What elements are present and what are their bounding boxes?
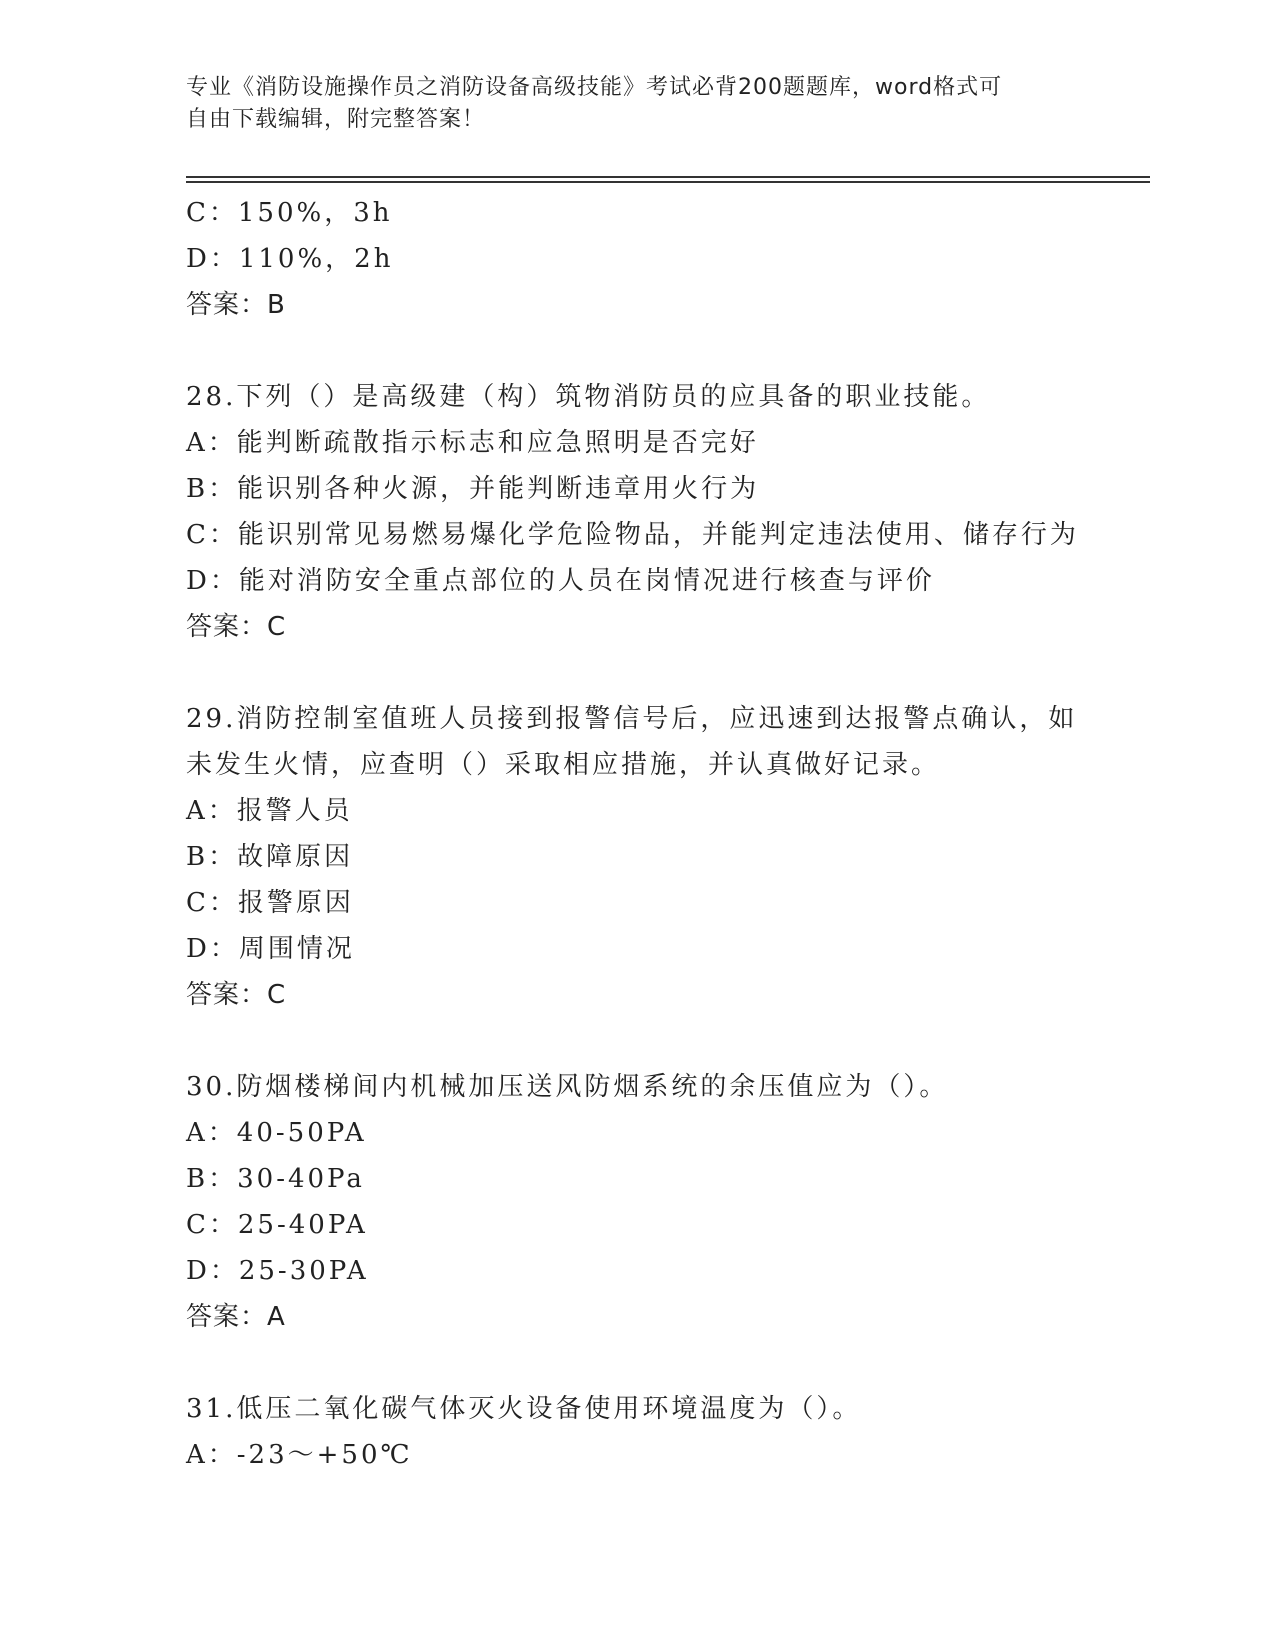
option-c: C：能识别常见易燃易爆化学危险物品，并能判定违法使用、储存行为 [186,520,1079,550]
header-divider-top [186,176,1150,178]
option-a: A：40-50PA [186,1118,367,1148]
header-title-line-2: 自由下载编辑，附完整答案！ [186,107,486,132]
question-block-27 [186,190,1086,328]
document-header [186,72,1066,136]
header-title-line-1: 专业《消防设施操作员之消防设备高级技能》考试必背200题题库，word格式可 [186,75,1003,100]
spacer [186,1018,1086,1064]
spacer [186,650,1086,696]
answer-line: 答案：A [186,1302,286,1332]
option-d: D：能对消防安全重点部位的人员在岗情况进行核查与评价 [186,566,935,596]
question-block-31 [186,1386,1086,1478]
header-divider-bottom [186,181,1150,183]
question-text-line-2: 未发生火情，应查明（）采取相应措施，并认真做好记录。 [186,750,941,780]
option-b: B：能识别各种火源，并能判断违章用火行为 [186,474,760,504]
question-text: 28.下列（）是高级建（构）筑物消防员的应具备的职业技能。 [186,382,991,412]
question-block-29 [186,696,1086,1018]
option-d: D：25-30PA [186,1256,369,1286]
option-b: B：30-40Pa [186,1164,365,1194]
option-d: D：110%，2h [186,244,394,274]
option-c: C：25-40PA [186,1210,368,1240]
question-text: 30.防烟楼梯间内机械加压送风防烟系统的余压值应为（）。 [186,1072,949,1102]
question-list [186,190,1086,1478]
option-b: B：故障原因 [186,842,354,872]
question-text: 31.低压二氧化碳气体灭火设备使用环境温度为（）。 [186,1394,862,1424]
option-d: D：周围情况 [186,934,355,964]
option-c: C：报警原因 [186,888,354,918]
question-block-30 [186,1064,1086,1340]
question-text-line-1: 29.消防控制室值班人员接到报警信号后，应迅速到达报警点确认，如 [186,704,1078,734]
option-a: A：报警人员 [186,796,353,826]
spacer [186,1340,1086,1386]
option-a: A：-23～+50℃ [186,1440,413,1470]
answer-line: 答案：C [186,980,287,1010]
spacer [186,328,1086,374]
option-c: C：150%，3h [186,198,393,228]
question-block-28 [186,374,1086,650]
option-a: A：能判断疏散指示标志和应急照明是否完好 [186,428,759,458]
answer-line: 答案：C [186,612,287,642]
answer-line: 答案：B [186,290,286,320]
